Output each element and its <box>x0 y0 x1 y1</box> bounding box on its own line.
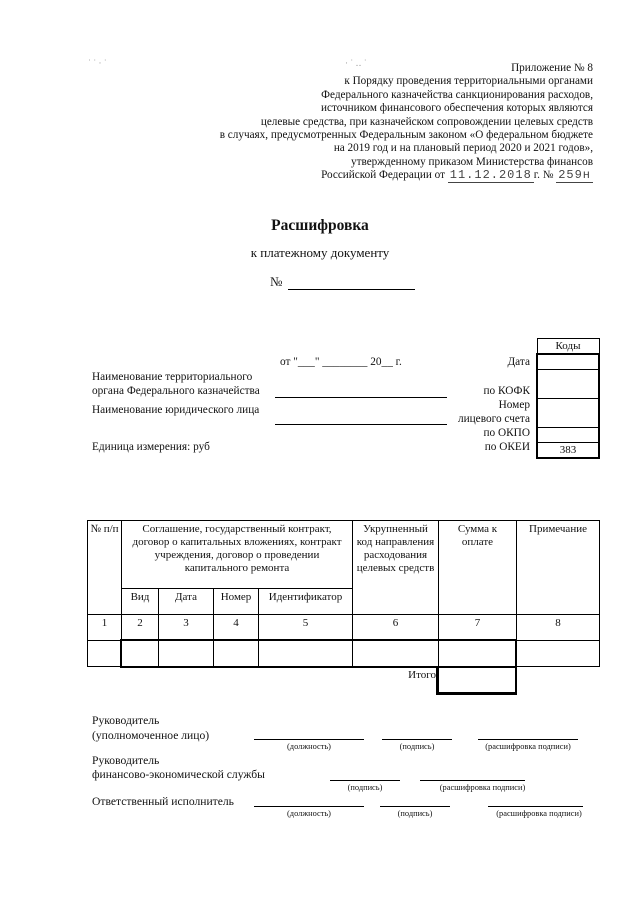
head-label-2: (уполномоченное лицо) <box>92 729 210 742</box>
sub-col-identifier: Идентификатор <box>259 589 353 615</box>
stamp-g: г. <box>533 169 540 182</box>
col-number: 8 <box>517 615 600 641</box>
code-okei-cell: 383 <box>537 443 599 459</box>
codes-label-kofk: по КОФК <box>483 385 530 397</box>
col-number: 2 <box>122 615 159 641</box>
total-label: Итого <box>353 667 439 693</box>
legal-entity-field[interactable] <box>275 424 447 425</box>
code-account-cell[interactable] <box>537 399 599 428</box>
executor-signature-field[interactable] <box>380 806 450 807</box>
header-line: утвержденному приказом Министерства финансов <box>351 155 593 168</box>
header-line: целевые средства, при казначейском сопровождении целевых средств <box>260 115 593 128</box>
head-decoding-field[interactable] <box>478 739 578 740</box>
fin-signature-field[interactable] <box>330 780 400 781</box>
total-outline <box>436 666 517 695</box>
codes-header: Коды <box>537 339 599 355</box>
sub-col-date: Дата <box>159 589 214 615</box>
sub-col-number: Номер <box>214 589 259 615</box>
head-position-field[interactable] <box>254 739 364 740</box>
page-title: Расшифровка <box>271 217 369 234</box>
code-okpo-cell[interactable] <box>537 428 599 443</box>
codes-label-okpo: по ОКПО <box>483 427 530 439</box>
caption-position: (должность) <box>287 809 331 818</box>
doc-number-field[interactable] <box>288 289 415 290</box>
head-signature-field[interactable] <box>382 739 452 740</box>
caption-decoding: (расшифровка подписи) <box>496 809 582 818</box>
executor-decoding-field[interactable] <box>488 806 583 807</box>
unit-label: Единица измерения: руб <box>92 441 210 453</box>
caption-decoding: (расшифровка подписи) <box>439 783 526 792</box>
code-date-cell[interactable] <box>537 354 599 370</box>
legal-entity-label: Наименование юридического лица <box>92 404 260 416</box>
fin-head-label-2: финансово-экономической службы <box>92 768 265 781</box>
codes-label-account-2: лицевого счета <box>457 413 530 425</box>
executor-position-field[interactable] <box>254 806 364 807</box>
table-cell[interactable] <box>517 641 600 667</box>
col-note-header: Примечание <box>517 521 600 615</box>
fin-head-label: Руководитель <box>92 754 160 767</box>
col-number: 1 <box>88 615 122 641</box>
col-no-header: № п/п <box>88 521 122 615</box>
code-kofk-cell[interactable] <box>537 370 599 399</box>
territorial-organ-label: Наименование территориального <box>92 371 253 383</box>
stamp-number: 259н <box>558 168 591 183</box>
caption-decoding: (расшифровка подписи) <box>485 742 571 751</box>
territorial-organ-field[interactable] <box>275 397 447 398</box>
header-prefix: Российской Федерации от <box>321 169 445 182</box>
codes-label-okei: по ОКЕИ <box>484 441 530 453</box>
appendix-label: Приложение № 8 <box>511 62 593 74</box>
codes-label-account-1: Номер <box>498 399 530 411</box>
header-last-line <box>153 169 593 182</box>
stamp-no-sign: № <box>542 169 554 182</box>
table-cell[interactable] <box>88 641 122 667</box>
caption-signature: (подпись) <box>399 742 435 751</box>
fin-decoding-field[interactable] <box>420 780 525 781</box>
header-line: Федерального казначейства санкционирования расходов, <box>321 88 593 101</box>
col-number: 7 <box>439 615 517 641</box>
col-number: 5 <box>259 615 353 641</box>
codes-label-date: Дата <box>507 356 530 368</box>
sub-col-kind: Вид <box>122 589 159 615</box>
col-direction-header: Укрупненный код направления расходования целевых средств <box>353 521 439 615</box>
doc-number-label: № <box>270 274 283 289</box>
header-line: на 2019 год и на плановый период 2020 и 2021 годов», <box>333 142 593 155</box>
executor-label: Ответственный исполнитель <box>92 795 234 808</box>
date-line: от "___" ________ 20__ г. <box>280 356 402 368</box>
head-label: Руководитель <box>92 714 160 727</box>
col-number: 4 <box>214 615 259 641</box>
col-sum-header: Сумма к оплате <box>439 521 517 615</box>
caption-signature: (подпись) <box>347 783 383 792</box>
header-line: к Порядку проведения территориальными органами <box>344 75 593 88</box>
col-number: 6 <box>353 615 439 641</box>
page-subtitle: к платежному документу <box>250 245 390 260</box>
header-line: источником финансового обеспечения которых являются <box>321 102 593 115</box>
scan-artifact: ˙ ˙ · ˙ <box>88 58 107 68</box>
header-line: в случаях, предусмотренных Федеральным законом «О федеральном бюджете <box>219 129 593 142</box>
scan-artifact: · ˙ ‥ ˙ <box>345 58 367 68</box>
stamp-date: 11.12.2018 <box>449 168 532 183</box>
caption-signature: (подпись) <box>397 809 433 818</box>
col-number: 3 <box>159 615 214 641</box>
territorial-organ-label-2: органа Федерального казначейства <box>92 385 260 397</box>
caption-position: (должность) <box>287 742 331 751</box>
codes-table <box>536 338 600 459</box>
col-agreement-header: Соглашение, государственный контракт, договор о капитальных вложениях, контракт учреждения, договор о проведении капитального ремонта <box>122 521 353 589</box>
data-row-outline <box>120 639 517 668</box>
header-block <box>153 62 593 183</box>
